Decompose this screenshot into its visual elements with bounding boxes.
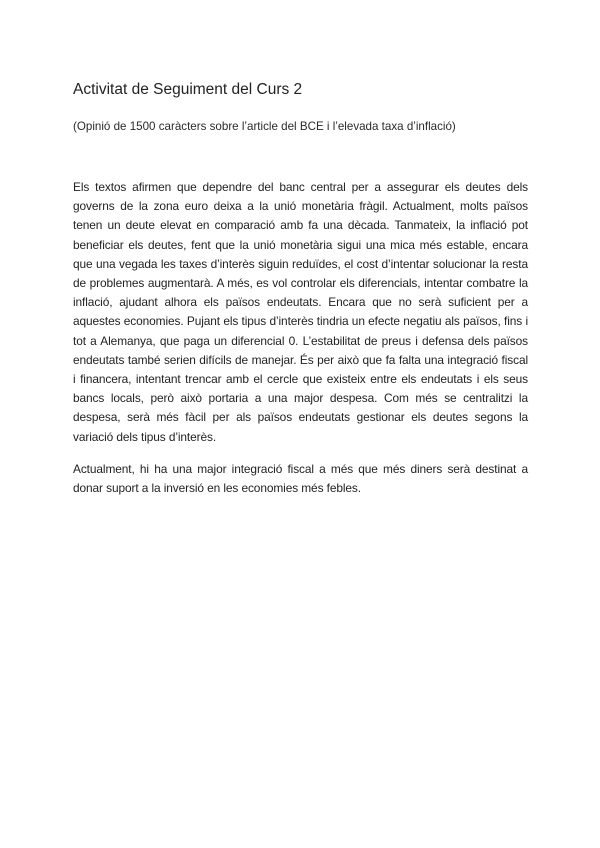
- body-paragraph-1: Els textos afirmen que dependre del banc central per a assegurar els deutes dels governs de la zona euro deixa a la unió monetària fràgil. Actualment, molts països tenen un deute elevat en comparació amb fa una dècada. Tanmateix, la inflació pot beneficiar els deutes, fent que la unió monetària sigui una mica més estable, encara que una vegada les taxes d’interès siguin reduïdes, el cost d’intentar solucionar la resta de problemes augmentarà. A més, es vol controlar els diferencials, intentar combatre la inflació, ajudant alhora els països endeutats. Encara que no serà suficient per a aquestes economies. Pujant els tipus d’interès tindria un efecte negatiu als països, fins i tot a Alemanya, que paga un diferencial 0. L’estabilitat de preus i defensa dels països endeutats també serien difícils de manejar. És per això que fa falta una integració fiscal i financera, intentant trencar amb el cercle que existeix entre els endeutats i els seus bancs locals, però això portaria a una major despesa. Com més se centralitzi la despesa, serà més fàcil per als països endeutats gestionar els deutes segons la variació dels tipus d’interès.: [73, 180, 528, 444]
- document-title: Activitat de Seguiment del Curs 2: [73, 81, 303, 98]
- body-paragraph-2: Actualment, hi ha una major integració fiscal a més que més diners serà destinat a donar suport a la inversió en les economies més febles.: [73, 461, 528, 496]
- document-subtitle: (Opinió de 1500 caràcters sobre l’article del BCE i l’elevada taxa d’inflació): [73, 120, 456, 133]
- document-body: [73, 178, 528, 511]
